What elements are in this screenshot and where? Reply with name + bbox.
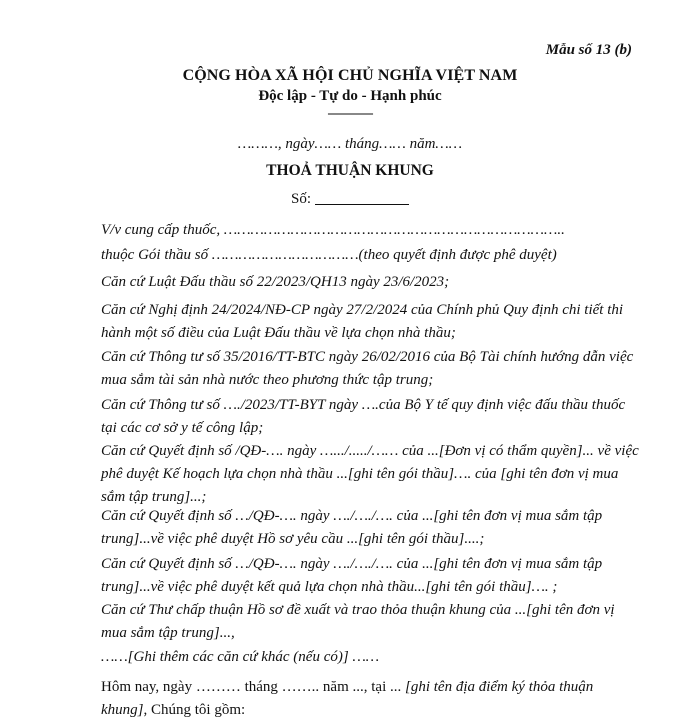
legal-basis-decision-result: Căn cứ Quyết định số …/QĐ-…. ngày …./…./…. của ...[ghi tên đơn vị mua sắm tập trung]...về việc phê duyệt kết quả lựa chọn nhà thầu...[ghi tên gói thầu]…. ;	[101, 556, 603, 595]
legal-basis-other: ……[Ghi thêm các căn cứ khác (nếu có)] ……	[101, 649, 380, 665]
document-number	[0, 190, 700, 208]
legal-basis-decision-rfp: Căn cứ Quyết định số …/QĐ-…. ngày …./…./…. của ...[ghi tên đơn vị mua sắm tập trung]...về việc phê duyệt Hồ sơ yêu cầu ...[ghi tên gói thầu]....;	[101, 508, 603, 547]
legal-basis-circular-byt: Căn cứ Thông tư số …./2023/TT-BYT ngày ….của Bộ Y tế quy định việc đấu thầu thuốc tại các cơ sở y tế công lập;	[101, 397, 626, 436]
national-motto: Độc lập - Tự do - Hạnh phúc	[258, 88, 442, 104]
date-line: ………, ngày…… tháng…… năm……	[237, 136, 463, 152]
legal-basis-acceptance-letter: Căn cứ Thư chấp thuận Hồ sơ đề xuất và trao thỏa thuận khung của ...[ghi tên đơn vị mua sắm tập trung]...,	[101, 602, 615, 641]
legal-basis-decree: Căn cứ Nghị định 24/2024/NĐ-CP ngày 27/2/2024 của Chính phủ Quy định chi tiết thi hành một số điều của Luật Đấu thầu về lựa chọn nhà thầu;	[101, 302, 624, 341]
closing-prefix: Hôm nay, ngày ……… tháng …….. năm ..., tại ...	[101, 679, 405, 695]
form-number: Mẫu số 13 (b)	[545, 42, 632, 58]
document-title: THOẢ THUẬN KHUNG	[266, 162, 434, 179]
number-label: Số:	[290, 191, 311, 207]
motto-underline: ---------------	[327, 106, 373, 120]
subject-line: V/v cung cấp thuốc, …………………………………………………………………..	[101, 222, 565, 238]
legal-basis-law: Căn cứ Luật Đấu thầu số 22/2023/QH13 ngày 23/6/2023;	[101, 274, 450, 290]
package-line: thuộc Gói thầu số ……………………………(theo quyết định được phê duyệt)	[101, 247, 557, 263]
legal-basis-decision-plan: Căn cứ Quyết định số /QĐ-…. ngày ….../...../…… của ...[Đơn vị có thẩm quyền]... về việc phê duyệt Kế hoạch lựa chọn nhà thầu ...[ghi tên gói thầu]…. của [ghi tên đơn vị mua sắm tập trung]...;	[101, 443, 639, 505]
national-title: CỘNG HÒA XÃ HỘI CHỦ NGHĨA VIỆT NAM	[182, 67, 518, 84]
number-blank	[315, 190, 409, 205]
closing-line	[101, 676, 641, 722]
legal-basis-circular-btc: Căn cứ Thông tư số 35/2016/TT-BTC ngày 26/02/2016 của Bộ Tài chính hướng dẫn việc mua sắm tài sản nhà nước theo phương thức tập trung;	[101, 349, 634, 388]
closing-suffix: , Chúng tôi gồm:	[143, 702, 246, 718]
closing-location: [ghi tên địa điểm ký thỏa thuận khung]	[101, 679, 594, 718]
